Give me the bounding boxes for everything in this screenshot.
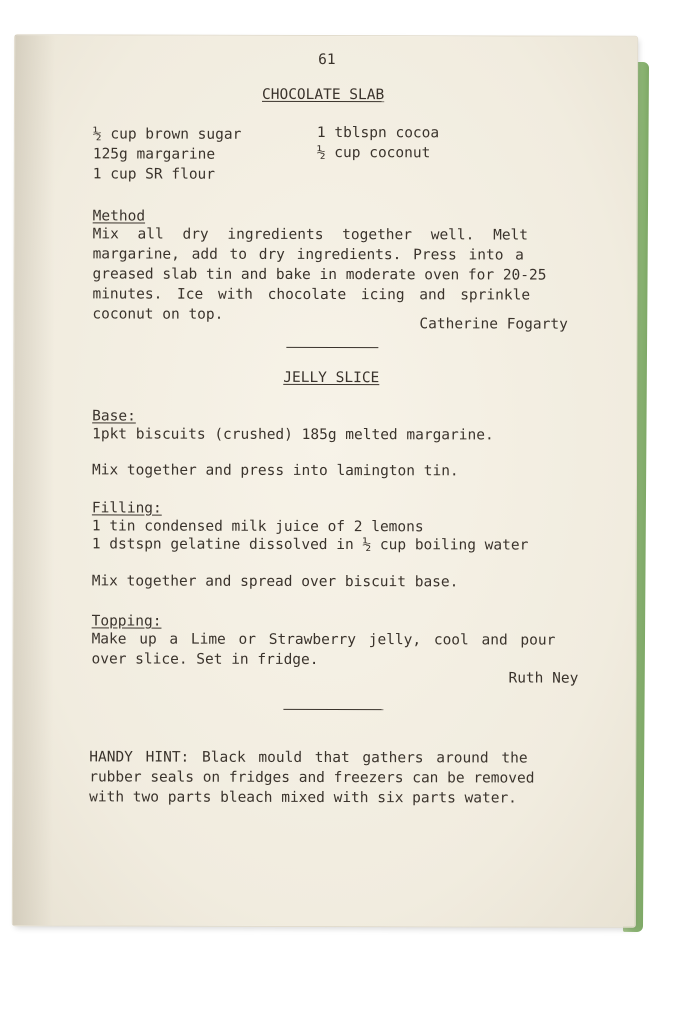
separator-1 [286, 347, 378, 348]
method-line-3: greased slab tin and bake in moderate oven for 20-25 [92, 266, 547, 284]
handy-hint-line-1: HANDY HINT: Black mould that gathers around the [89, 749, 528, 767]
handy-hint-line-3: with two parts bleach mixed with six parts water. [89, 789, 517, 807]
method-line-1: Mix all dry ingredients together well. Melt [92, 226, 529, 244]
book-page [13, 35, 637, 927]
topping-line-2: over slice. Set in fridge. [91, 651, 319, 668]
recipe-title-jelly-slice: JELLY SLICE [283, 369, 380, 387]
handy-hint-line-2: rubber seals on fridges and freezers can be removed [89, 769, 535, 787]
ingredient-right-1: 1 tblspn cocoa [316, 124, 440, 142]
method-line-2: margarine, add to dry ingredients. Press into a [92, 246, 524, 264]
page-content [13, 35, 637, 927]
base-instruction: Mix together and press into lamington tin. [92, 462, 459, 480]
base-line: 1pkt biscuits (crushed) 185g melted margarine. [92, 426, 494, 444]
method-line-4: minutes. Ice with chocolate icing and sprinkle [92, 286, 531, 304]
recipe-author-1: Catherine Fogarty [419, 316, 568, 333]
separator-2 [283, 709, 383, 710]
page-number: 61 [318, 51, 336, 69]
ingredient-left-2: 125g margarine [92, 146, 216, 163]
ingredient-left-3: 1 cup SR flour [92, 166, 216, 183]
topping-line-1: Make up a Lime or Strawberry jelly, cool and pour [91, 631, 556, 649]
topping-heading: Topping: [91, 613, 162, 630]
ingredient-right-2: ½ cup coconut [316, 144, 431, 162]
filling-instruction: Mix together and spread over biscuit base. [91, 573, 459, 591]
filling-line-1: 1 tin condensed milk juice of 2 lemons [91, 518, 424, 536]
recipe-author-2: Ruth Ney [508, 670, 579, 687]
recipe-title-chocolate-slab: CHOCOLATE SLAB [261, 86, 385, 104]
method-line-5: coconut on top. [92, 306, 224, 323]
filling-heading: Filling: [91, 500, 162, 517]
filling-line-2: 1 dstspn gelatine dissolved in ½ cup boiling water [91, 536, 529, 554]
base-heading: Base: [92, 408, 136, 425]
method-heading: Method [92, 208, 146, 225]
ingredient-left-1: ½ cup brown sugar [92, 126, 242, 143]
